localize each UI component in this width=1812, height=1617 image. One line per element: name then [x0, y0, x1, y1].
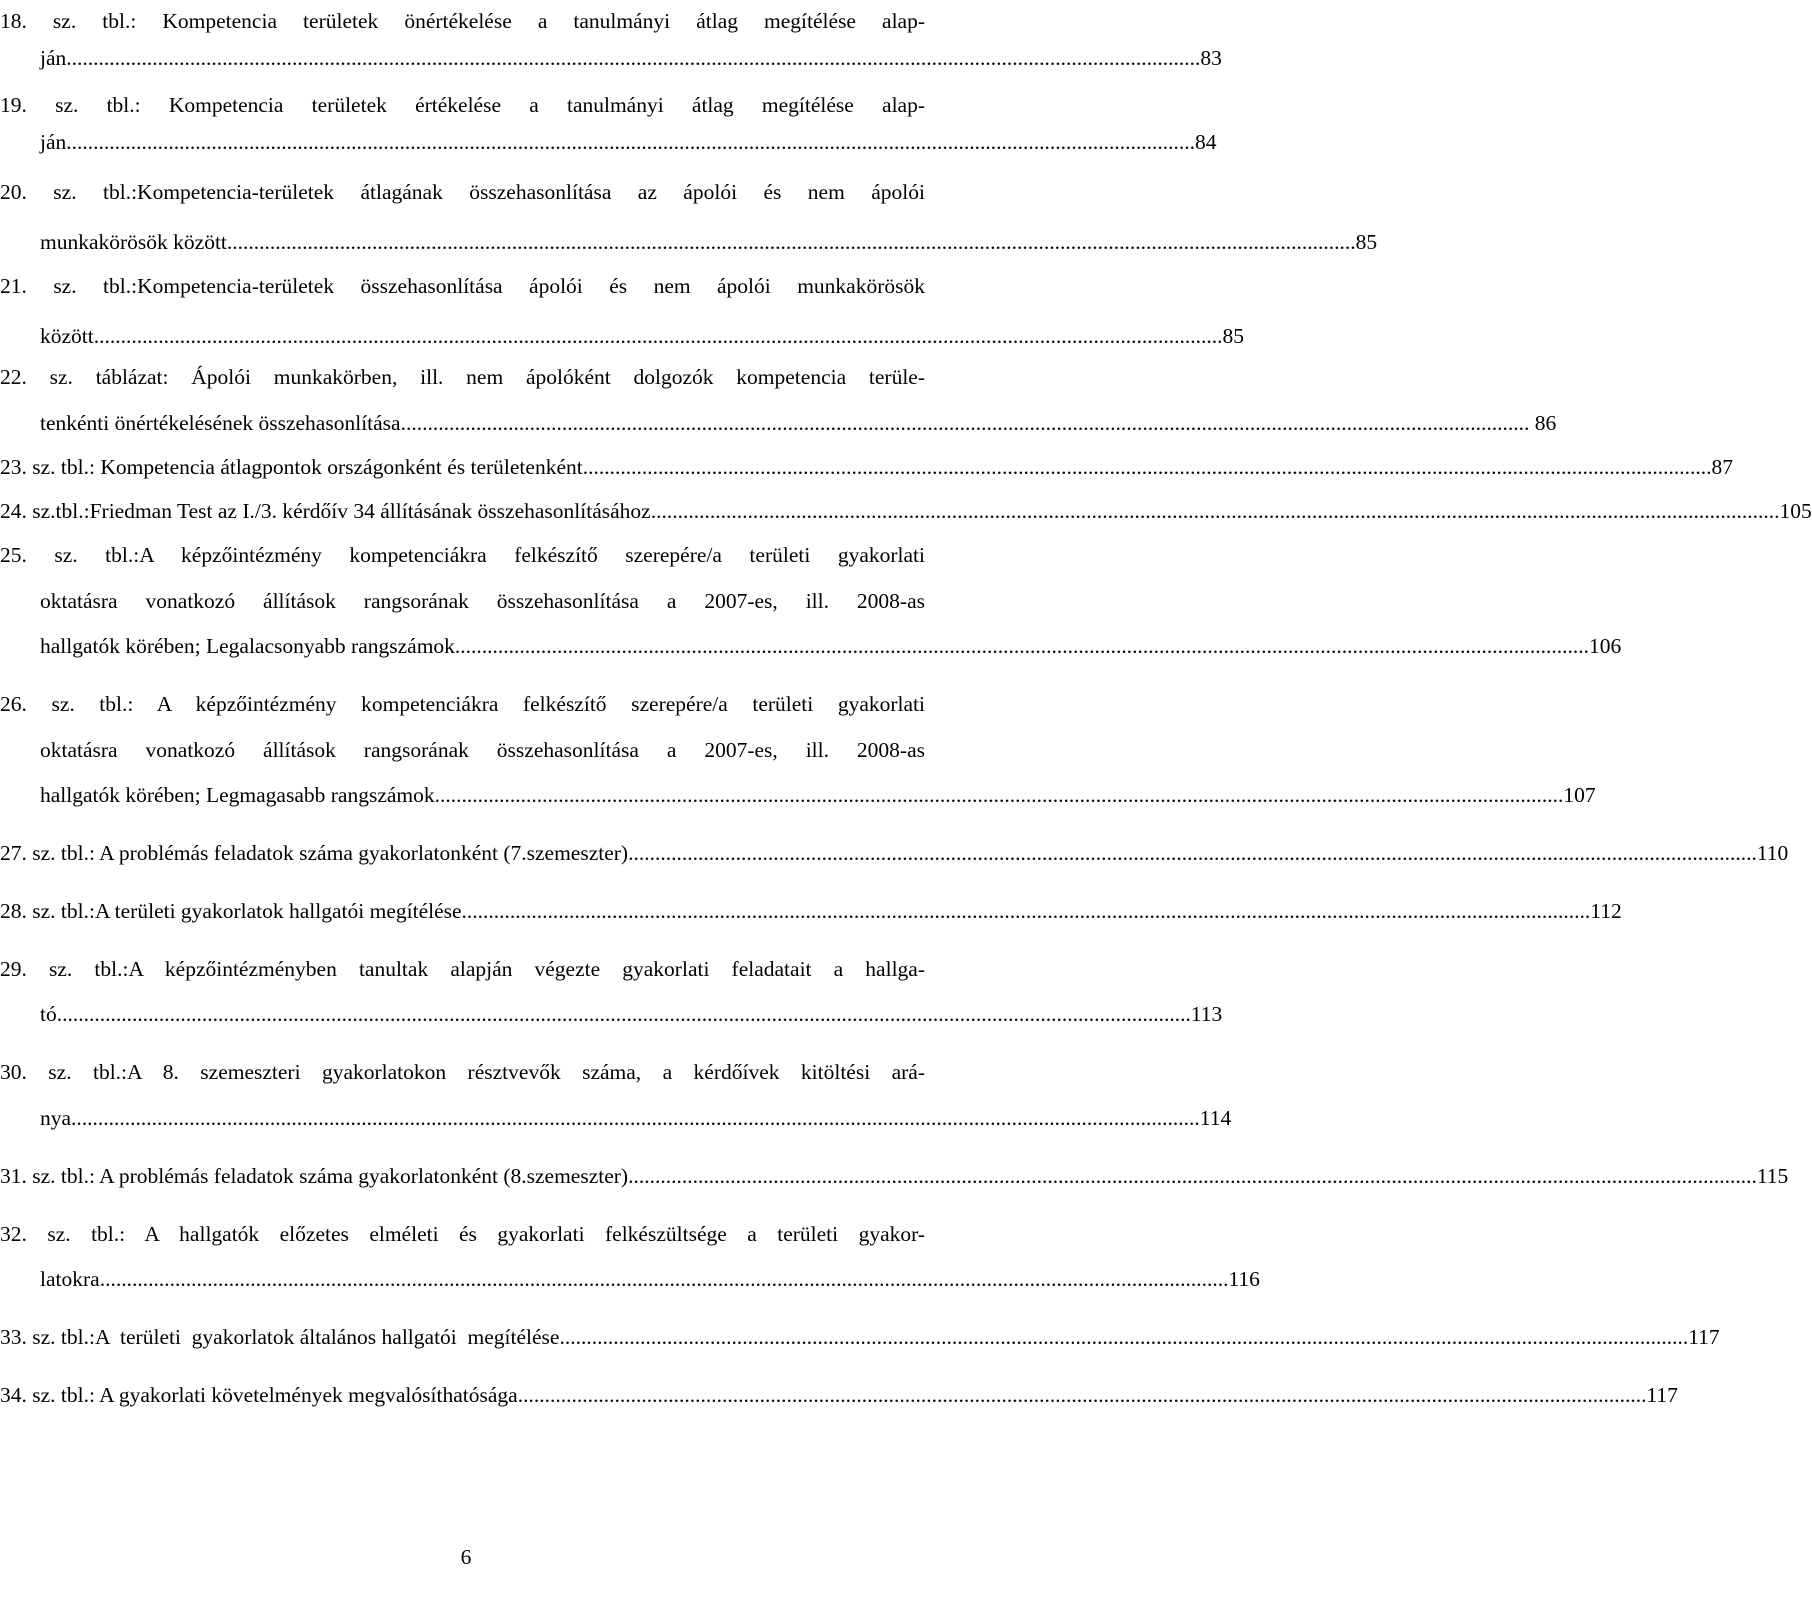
toc-entry-22-line2: tenkénti önértékelésének összehasonlítása .................................................................................................................................................................................................................. 86	[40, 408, 925, 438]
toc-entry-19-line1: 19. sz. tbl.: Kompetencia területek értékelése a tanulmányi átlag megítélése alap-	[0, 93, 925, 117]
toc-entry-18-line1: 18. sz. tbl.: Kompetencia területek önértékelése a tanulmányi átlag megítélése alap-	[0, 9, 925, 33]
toc-page-number: .106	[1583, 634, 1622, 658]
toc-entry-26-line1: 26. sz. tbl.: A képzőintézmény kompetenciákra felkészítő szerepére/a területi gyakorlati	[0, 692, 925, 716]
toc-entry-23: 23. sz. tbl.: Kompetencia átlagpontok országonként és területenként .................................................................................................................................................................................................................. 87	[0, 452, 925, 482]
toc-entry-30-line2: nya .................................................................................................................................................................................................................. 114	[40, 1103, 925, 1133]
toc-entry-33: 33. sz. tbl.:A területi gyakorlatok általános hallgatói megítélése .................................................................................................................................................................................................................. 117	[0, 1322, 925, 1352]
toc-page-number: 105	[1779, 499, 1812, 523]
toc-entry-28: 28. sz. tbl.:A területi gyakorlatok hallgatói megítélése .................................................................................................................................................................................................................. 112	[0, 896, 925, 926]
toc-entry-24: 24. sz.tbl.:Friedman Test az I./3. kérdőív 34 állításának összehasonlításához .................................................................................................................................................................................................................. 105	[0, 496, 925, 526]
toc-page-number: 107	[1563, 783, 1596, 807]
toc-page-number: 117	[1688, 1325, 1720, 1349]
toc-entry-text: 24. sz.tbl.:Friedman Test az I./3. kérdőív 34 állításának összehasonlításához	[0, 499, 651, 523]
toc-entry-text: között	[40, 324, 94, 348]
toc-page-number: 112	[1590, 899, 1622, 923]
toc-entry-text: nya	[40, 1106, 72, 1130]
toc-entry-text: 23. sz. tbl.: Kompetencia átlagpontok országonként és területenként	[0, 455, 583, 479]
toc-entry-19-line2: ján .................................................................................................................................................................................................................. 84	[40, 127, 925, 157]
toc-entry-29-line1: 29. sz. tbl.:A képzőintézményben tanultak alapján végezte gyakorlati feladatait a hallga-	[0, 957, 925, 981]
toc-page-number: 114	[1199, 1106, 1232, 1130]
toc-entry-text: munkakörösök között	[40, 230, 227, 254]
toc-page-number: 117	[1646, 1383, 1678, 1407]
toc-page-number: 86	[1529, 411, 1557, 435]
toc-page-number: 110	[1756, 841, 1789, 865]
toc-page-number: 116	[1228, 1267, 1260, 1291]
toc-entry-text: 28. sz. tbl.:A területi gyakorlatok hallgatói megítélése	[0, 899, 462, 923]
toc-page-number: 87	[1711, 455, 1733, 479]
toc-page-number: 85	[1222, 324, 1244, 348]
toc-entry-20-line2: munkakörösök között .................................................................................................................................................................................................................. 85	[40, 227, 925, 257]
toc-entry-text: hallgatók körében; Legmagasabb rangszámok	[40, 783, 435, 807]
toc-page-number: 85	[1355, 230, 1378, 254]
toc-entry-31: 31. sz. tbl.: A problémás feladatok száma gyakorlatonként (8.szemeszter) .................................................................................................................................................................................................................. 115	[0, 1161, 925, 1191]
toc-entry-text: 27. sz. tbl.: A problémás feladatok száma gyakorlatonként (7.szemeszter)	[0, 841, 629, 865]
toc-entry-21-line2: között .................................................................................................................................................................................................................. 85	[40, 321, 925, 351]
toc-entry-text: tó	[40, 1002, 57, 1026]
toc-entry-18-line2: ján .................................................................................................................................................................................................................. .83	[40, 43, 925, 73]
toc-entry-26-line2: oktatásra vonatkozó állítások rangsorának összehasonlítása a 2007-es, ill. 2008-as	[40, 738, 925, 762]
toc-entry-34: 34. sz. tbl.: A gyakorlati követelmények megvalósíthatósága .................................................................................................................................................................................................................. 117	[0, 1380, 925, 1410]
toc-entry-29-line2: tó .................................................................................................................................................................................................................. .113	[40, 999, 925, 1029]
toc-entry-21-line1: 21. sz. tbl.:Kompetencia-területek összehasonlítása ápolói és nem ápolói munkakörösök	[0, 274, 925, 298]
toc-entry-25-line2: oktatásra vonatkozó állítások rangsorának összehasonlítása a 2007-es, ill. 2008-as	[40, 589, 925, 613]
toc-entry-25-line1: 25. sz. tbl.:A képzőintézmény kompetenciákra felkészítő szerepére/a területi gyakorlati	[0, 543, 925, 567]
toc-entry-text: tenkénti önértékelésének összehasonlítása	[40, 411, 401, 435]
toc-entry-text: 34. sz. tbl.: A gyakorlati követelmények megvalósíthatósága	[0, 1383, 518, 1407]
toc-page-number: .113	[1185, 1002, 1223, 1026]
toc-page-number: 115	[1756, 1164, 1789, 1188]
toc-entry-25-line3: hallgatók körében; Legalacsonyabb rangszámok .................................................................................................................................................................................................................. .106	[40, 631, 925, 661]
page-number: 6	[460, 1545, 472, 1569]
toc-entry-32-line1: 32. sz. tbl.: A hallgatók előzetes elméleti és gyakorlati felkészültsége a területi gyakor-	[0, 1222, 925, 1246]
toc-page-number: 84	[1195, 130, 1217, 154]
toc-entry-text: hallgatók körében; Legalacsonyabb rangszámok	[40, 634, 455, 658]
toc-entry-text: 31. sz. tbl.: A problémás feladatok száma gyakorlatonként (8.szemeszter)	[0, 1164, 629, 1188]
toc-entry-22-line1: 22. sz. táblázat: Ápolói munkakörben, ill. nem ápolóként dolgozók kompetencia terüle-	[0, 365, 925, 389]
toc-entry-26-line3: hallgatók körében; Legmagasabb rangszámok .................................................................................................................................................................................................................. 107	[40, 780, 925, 810]
toc-entry-20-line1: 20. sz. tbl.:Kompetencia-területek átlagának összehasonlítása az ápolói és nem ápolói	[0, 180, 925, 204]
toc-entry-32-line2: latokra .................................................................................................................................................................................................................. 116	[40, 1264, 925, 1294]
toc-entry-27: 27. sz. tbl.: A problémás feladatok száma gyakorlatonként (7.szemeszter) .................................................................................................................................................................................................................. 110	[0, 838, 925, 868]
toc-entry-text: 33. sz. tbl.:A területi gyakorlatok általános hallgatói megítélése	[0, 1325, 560, 1349]
toc-page-number: .83	[1195, 46, 1222, 70]
toc-entry-text: ján	[40, 130, 67, 154]
toc-entry-text: ján	[40, 46, 67, 70]
toc-entry-30-line1: 30. sz. tbl.:A 8. szemeszteri gyakorlatokon résztvevők száma, a kérdőívek kitöltési ará-	[0, 1060, 925, 1084]
toc-entry-text: latokra	[40, 1267, 100, 1291]
